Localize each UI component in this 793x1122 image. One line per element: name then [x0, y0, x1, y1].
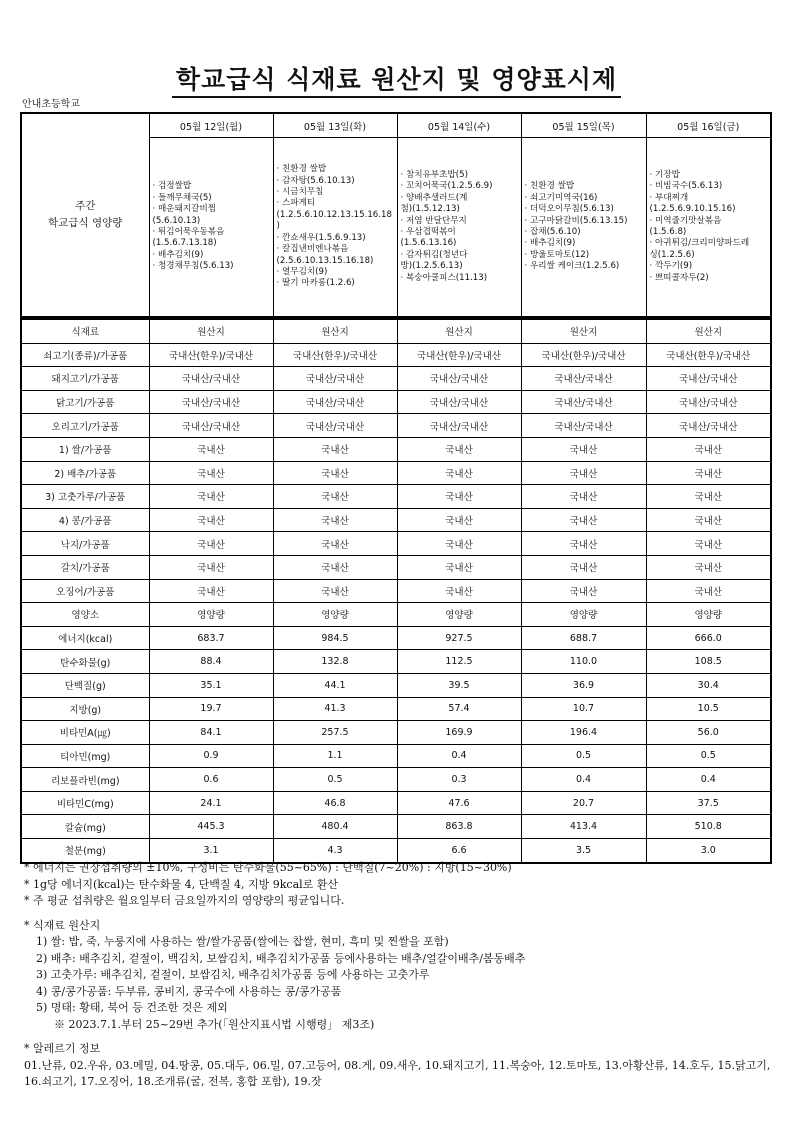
menu-item: · 더덕오이무침(5.6.13): [524, 204, 614, 215]
day-header: 05월 13일(화): [273, 113, 397, 138]
row-value: 국내산: [521, 555, 646, 579]
row-value: 국내산/국내산: [273, 414, 397, 438]
school-name: 안내초등학교: [22, 99, 80, 110]
row-value: 국내산: [397, 437, 521, 461]
menu-cell: [646, 138, 771, 317]
row-value: 36.9: [521, 673, 646, 697]
row-value: 국내산: [397, 555, 521, 579]
row-value: 국내산: [646, 437, 771, 461]
row-value: 국내산: [397, 532, 521, 556]
row-value: 국내산: [521, 532, 646, 556]
row-value: 영양량: [273, 603, 397, 627]
row-value: 927.5: [397, 626, 521, 650]
row-value: 국내산/국내산: [397, 414, 521, 438]
menu-item: · 열무김치(9): [276, 266, 328, 277]
row-value: 57.4: [397, 697, 521, 721]
row-value: 국내산: [149, 579, 273, 603]
row-value: 국내산: [149, 508, 273, 532]
row-label: 식재료: [21, 320, 149, 344]
nutrition-row: [21, 697, 771, 721]
row-value: 30.4: [646, 673, 771, 697]
row-value: 국내산: [273, 555, 397, 579]
row-value: 0.4: [397, 744, 521, 768]
row-value: 19.7: [149, 697, 273, 721]
row-value: 국내산/국내산: [646, 414, 771, 438]
row-value: 국내산: [521, 579, 646, 603]
menu-item: (2.5.6.10.13.15.16.18): [276, 255, 374, 266]
menu-cell: [521, 138, 646, 317]
menu-item: 첨)(1.5.12.13): [400, 204, 460, 215]
menu-item: ): [276, 221, 280, 232]
row-label: 닭고기/가공품: [21, 390, 149, 414]
row-label: 1) 쌀/가공품: [21, 437, 149, 461]
menu-item: · 우삼겹떡볶이: [400, 227, 456, 237]
row-value: 4.3: [273, 839, 397, 863]
row-value: 0.3: [397, 768, 521, 792]
menu-item: · 친환경 쌀밥: [524, 181, 575, 192]
row-label: 2) 배추/가공품: [21, 461, 149, 485]
row-value: 84.1: [149, 721, 273, 745]
row-value: 88.4: [149, 650, 273, 674]
row-value: 666.0: [646, 626, 771, 650]
row-value: 국내산: [646, 579, 771, 603]
day-header: 05월 16일(금): [646, 113, 771, 138]
row-value: 국내산: [397, 485, 521, 509]
row-value: 0.5: [521, 744, 646, 768]
row-value: 국내산: [521, 508, 646, 532]
row-value: 0.5: [273, 768, 397, 792]
row-value: 169.9: [397, 721, 521, 745]
row-value: 108.5: [646, 650, 771, 674]
row-value: 688.7: [521, 626, 646, 650]
row-label: 오리고기/가공품: [21, 414, 149, 438]
row-value: 국내산: [149, 532, 273, 556]
row-value: 국내산(한우)/국내산: [397, 343, 521, 367]
row-value: 국내산: [646, 485, 771, 509]
menu-item: (5.6.10.13): [152, 215, 201, 226]
row-value: 국내산: [273, 532, 397, 556]
row-value: 국내산: [397, 461, 521, 485]
row-value: 국내산: [149, 485, 273, 509]
row-value: 10.7: [521, 697, 646, 721]
row-value: 국내산(한우)/국내산: [273, 343, 397, 367]
row-value: 3.5: [521, 839, 646, 863]
origin-note: 3) 고춧가루: 배추김치, 겉절이, 보쌈김치, 배추김치가공품 등에 사용하는 고춧가루: [36, 968, 430, 981]
row-value: 국내산: [646, 532, 771, 556]
menu-item: · 깍두기(9): [649, 261, 693, 272]
row-value: 10.5: [646, 697, 771, 721]
allergy-list: 01.난류, 02.우유, 03.메밀, 04.땅콩, 05.대두, 06.밀, 07.고등어, 08.게, 09.새우, 10.돼지고기, 11.복숭아, 12.토마토, 13.아황산류, 14.호두, 15.닭고기, 16.쇠고기, 17.오징어, 18.조개류(굴, 전복, 홍합 포함), 19.잣: [24, 1058, 771, 1088]
origin-row: [21, 414, 771, 438]
origin-note: 1) 쌀: 밥, 죽, 누룽지에 사용하는 쌀/쌀가공품(쌀에는 찹쌀, 현미, 흑미 및 찐쌀을 포함): [36, 935, 449, 948]
row-value: 국내산: [149, 437, 273, 461]
row-label: 비타민A(㎍): [21, 721, 149, 745]
nutrition-row: [21, 744, 771, 768]
page-title: 학교급식 식재료 원산지 및 영양표시제: [0, 60, 793, 96]
row-label: 갈치/가공품: [21, 555, 149, 579]
day-header: 05월 12일(월): [149, 113, 273, 138]
menu-item: · 청경채무침(5.6.13): [152, 261, 234, 272]
row-value: 112.5: [397, 650, 521, 674]
origin-row: [21, 437, 771, 461]
row-value: 41.3: [273, 697, 397, 721]
row-value: 국내산/국내산: [397, 367, 521, 391]
menu-item: · 양배추샐러드(계: [400, 192, 468, 203]
nutrition-row: [21, 626, 771, 650]
row-value: 국내산/국내산: [521, 390, 646, 414]
row-label: 티아민(mg): [21, 744, 149, 768]
row-label: 철분(mg): [21, 839, 149, 863]
menu-item: · 꼬치어묵국(1.2.5.6.9): [400, 181, 493, 192]
note-energy: * 에너지는 권장섭취량의 ±10%, 구성비는 탄수화물(55~65%) : 단백질(7~20%) : 지방(15~30%): [24, 861, 512, 874]
menu-item: · 칼집낸비엔나볶음: [276, 244, 349, 255]
row-value: 국내산: [273, 461, 397, 485]
menu-cell: [149, 138, 273, 317]
origin-row: [21, 508, 771, 532]
menu-item: · 감자튀김(청년다: [400, 249, 468, 260]
row-label: 3) 고춧가루/가공품: [21, 485, 149, 509]
date-header-row: [21, 113, 771, 138]
menu-item: (1.5.6.13.16): [400, 238, 457, 249]
row-value: 국내산: [646, 508, 771, 532]
menu-item: (1.2.5.6.10.12.13.15.16.18: [276, 209, 392, 220]
menu-item: · 친환경 쌀밥: [276, 164, 327, 175]
row-value: 원산지: [397, 320, 521, 344]
row-value: 국내산: [646, 555, 771, 579]
nutrition-row: [21, 650, 771, 674]
row-label: 단백질(g): [21, 673, 149, 697]
row-value: 3.0: [646, 839, 771, 863]
row-label: 영양소: [21, 603, 149, 627]
origin-row: [21, 390, 771, 414]
row-value: 국내산: [273, 579, 397, 603]
row-value: 영양량: [521, 603, 646, 627]
row-label: 오징어/가공품: [21, 579, 149, 603]
nutrition-row: [21, 815, 771, 839]
row-value: 국내산: [521, 485, 646, 509]
origin-note: 2) 배추: 배추김치, 겉절이, 백김치, 보쌈김치, 배추김치가공품 등에사용하는 배추/얼갈이배추/봄동배추: [36, 951, 526, 965]
row-value: 20.7: [521, 791, 646, 815]
origin-row: [21, 555, 771, 579]
row-value: 44.1: [273, 673, 397, 697]
origin-header-row: [21, 320, 771, 344]
menu-table: [20, 112, 772, 864]
menu-item: 방)(1.2.5.6.13): [400, 261, 463, 272]
nutrition-header-row: [21, 603, 771, 627]
row-value: 국내산: [521, 437, 646, 461]
nutrition-row: [21, 673, 771, 697]
row-value: 국내산: [273, 437, 397, 461]
row-value: 510.8: [646, 815, 771, 839]
row-value: 국내산/국내산: [646, 390, 771, 414]
row-value: 413.4: [521, 815, 646, 839]
menu-item: · 비빔국수(5.6.13): [649, 181, 723, 192]
menu-item: · 시금치무침: [276, 187, 324, 198]
origin-row: [21, 532, 771, 556]
row-value: 국내산/국내산: [149, 414, 273, 438]
row-value: 0.4: [646, 768, 771, 792]
row-value: 국내산: [273, 485, 397, 509]
row-value: 480.4: [273, 815, 397, 839]
origin-row: [21, 367, 771, 391]
menu-item: · 고구마닭갈비(5.6.13.15): [524, 215, 628, 226]
menu-item: · 참치유부초밥(5): [400, 169, 468, 180]
row-value: 국내산: [273, 508, 397, 532]
menu-item: · 배추김치(9): [524, 238, 576, 249]
weekly-nutrition-label: 주간 학교급식 영양량: [21, 113, 149, 317]
menu-item: · 미역줄기맛살볶음: [649, 215, 722, 226]
row-label: 칼슘(mg): [21, 815, 149, 839]
menu-item: · 복숭아쿨피스(11.13): [400, 272, 488, 283]
footnotes: [24, 860, 774, 1091]
row-label: 낙지/가공품: [21, 532, 149, 556]
row-value: 37.5: [646, 791, 771, 815]
row-value: 3.1: [149, 839, 273, 863]
row-value: 원산지: [149, 320, 273, 344]
day-header: 05월 15일(목): [521, 113, 646, 138]
menu-item: · 배추김치(9): [152, 249, 204, 260]
row-value: 6.6: [397, 839, 521, 863]
row-label: 에너지(kcal): [21, 626, 149, 650]
row-value: 국내산: [397, 579, 521, 603]
row-value: 국내산: [149, 461, 273, 485]
menu-item: · 딸기 마카롱(1.2.6): [276, 278, 355, 289]
row-value: 1.1: [273, 744, 397, 768]
row-value: 196.4: [521, 721, 646, 745]
row-value: 863.8: [397, 815, 521, 839]
row-value: 984.5: [273, 626, 397, 650]
menu-item: · 잡채(5.6.10): [524, 227, 581, 237]
menu-item: · 쁘띠콜자두(2): [649, 272, 709, 283]
row-value: 445.3: [149, 815, 273, 839]
menu-item: · 매운돼지갈비찜: [152, 204, 217, 215]
row-value: 원산지: [521, 320, 646, 344]
row-value: 국내산/국내산: [273, 367, 397, 391]
menu-item: · 아귀튀김/크리미양파드레: [649, 238, 750, 249]
row-value: 국내산(한우)/국내산: [149, 343, 273, 367]
menu-item: · 튀김어묵우동볶음: [152, 227, 225, 237]
row-value: 국내산/국내산: [646, 367, 771, 391]
allergy-title: * 알레르기 정보: [24, 1042, 101, 1055]
row-value: 0.5: [646, 744, 771, 768]
menu-item: (1.5.6.7.13.18): [152, 238, 217, 249]
row-label: 4) 콩/가공품: [21, 508, 149, 532]
row-value: 국내산/국내산: [273, 390, 397, 414]
origin-row: [21, 343, 771, 367]
menu-item: · 스파게티: [276, 198, 316, 209]
row-value: 원산지: [273, 320, 397, 344]
row-value: 24.1: [149, 791, 273, 815]
day-header: 05월 14일(수): [397, 113, 521, 138]
menu-item: · 깐쇼새우(1.5.6.9.13): [276, 232, 366, 243]
menu-item: (1.2.5.6.9.10.15.16): [649, 204, 736, 215]
row-label: 쇠고기(종류)/가공품: [21, 343, 149, 367]
row-label: 리보플라빈(mg): [21, 768, 149, 792]
row-value: 국내산/국내산: [397, 390, 521, 414]
row-value: 국내산: [397, 508, 521, 532]
row-value: 국내산(한우)/국내산: [646, 343, 771, 367]
menu-item: · 들깨무채국(5): [152, 192, 212, 203]
row-value: 국내산/국내산: [521, 414, 646, 438]
row-label: 돼지고기/가공품: [21, 367, 149, 391]
row-value: 0.9: [149, 744, 273, 768]
row-value: 257.5: [273, 721, 397, 745]
menu-item: · 방울토마토(12): [524, 249, 590, 260]
note-average: * 주 평균 섭취량은 월요일부터 금요일까지의 영양량의 평균입니다.: [24, 894, 345, 907]
origin-note: 4) 콩/콩가공품: 두부류, 콩비지, 콩국수에 사용하는 콩/콩가공품: [36, 984, 342, 998]
row-label: 탄수화물(g): [21, 650, 149, 674]
row-value: 35.1: [149, 673, 273, 697]
menu-item: · 우리쌀 케이크(1.2.5.6): [524, 261, 620, 272]
menu-item: 싱(1.2.5.6): [649, 249, 695, 260]
row-value: 0.6: [149, 768, 273, 792]
origin-row: [21, 485, 771, 509]
row-label: 비타민C(mg): [21, 791, 149, 815]
row-value: 영양량: [646, 603, 771, 627]
row-value: 국내산(한우)/국내산: [521, 343, 646, 367]
origin-row: [21, 461, 771, 485]
nutrition-row: [21, 768, 771, 792]
row-value: 39.5: [397, 673, 521, 697]
menu-item: · 쇠고기미역국(16): [524, 192, 598, 203]
row-value: 683.7: [149, 626, 273, 650]
row-value: 원산지: [646, 320, 771, 344]
note-conversion: * 1g당 에너지(kcal)는 탄수화물 4, 단백질 4, 지방 9kcal로 환산: [24, 877, 339, 891]
row-value: 국내산: [521, 461, 646, 485]
menu-item: · 저염 반달단무지: [400, 215, 467, 226]
row-value: 국내산: [149, 555, 273, 579]
row-value: 국내산/국내산: [149, 390, 273, 414]
menu-item: · 감자탕(5.6.10.13): [276, 175, 355, 186]
row-value: 132.8: [273, 650, 397, 674]
nutrition-row: [21, 721, 771, 745]
menu-item: · 기장밥: [649, 169, 680, 180]
menu-item: · 검정쌀밥: [152, 181, 192, 192]
row-value: 국내산/국내산: [149, 367, 273, 391]
origin-note: ※ 2023.7.1.부터 25~29번 추가(「원산지표시법 시행령」 제3조): [54, 1017, 375, 1031]
row-value: 영양량: [149, 603, 273, 627]
row-value: 110.0: [521, 650, 646, 674]
menu-cell: [397, 138, 521, 317]
row-value: 46.8: [273, 791, 397, 815]
row-value: 56.0: [646, 721, 771, 745]
origin-notes-title: * 식재료 원산지: [24, 918, 101, 932]
row-value: 47.6: [397, 791, 521, 815]
row-value: 영양량: [397, 603, 521, 627]
row-value: 국내산/국내산: [521, 367, 646, 391]
menu-item: (1.5.6.8): [649, 227, 687, 237]
menu-cell: [273, 138, 397, 317]
origin-row: [21, 579, 771, 603]
row-value: 국내산: [646, 461, 771, 485]
row-label: 지방(g): [21, 697, 149, 721]
menu-item: · 부대찌개: [649, 192, 689, 203]
origin-note: 5) 명태: 황태, 북어 등 건조한 것은 제외: [36, 1001, 228, 1014]
row-value: 0.4: [521, 768, 646, 792]
nutrition-row: [21, 791, 771, 815]
